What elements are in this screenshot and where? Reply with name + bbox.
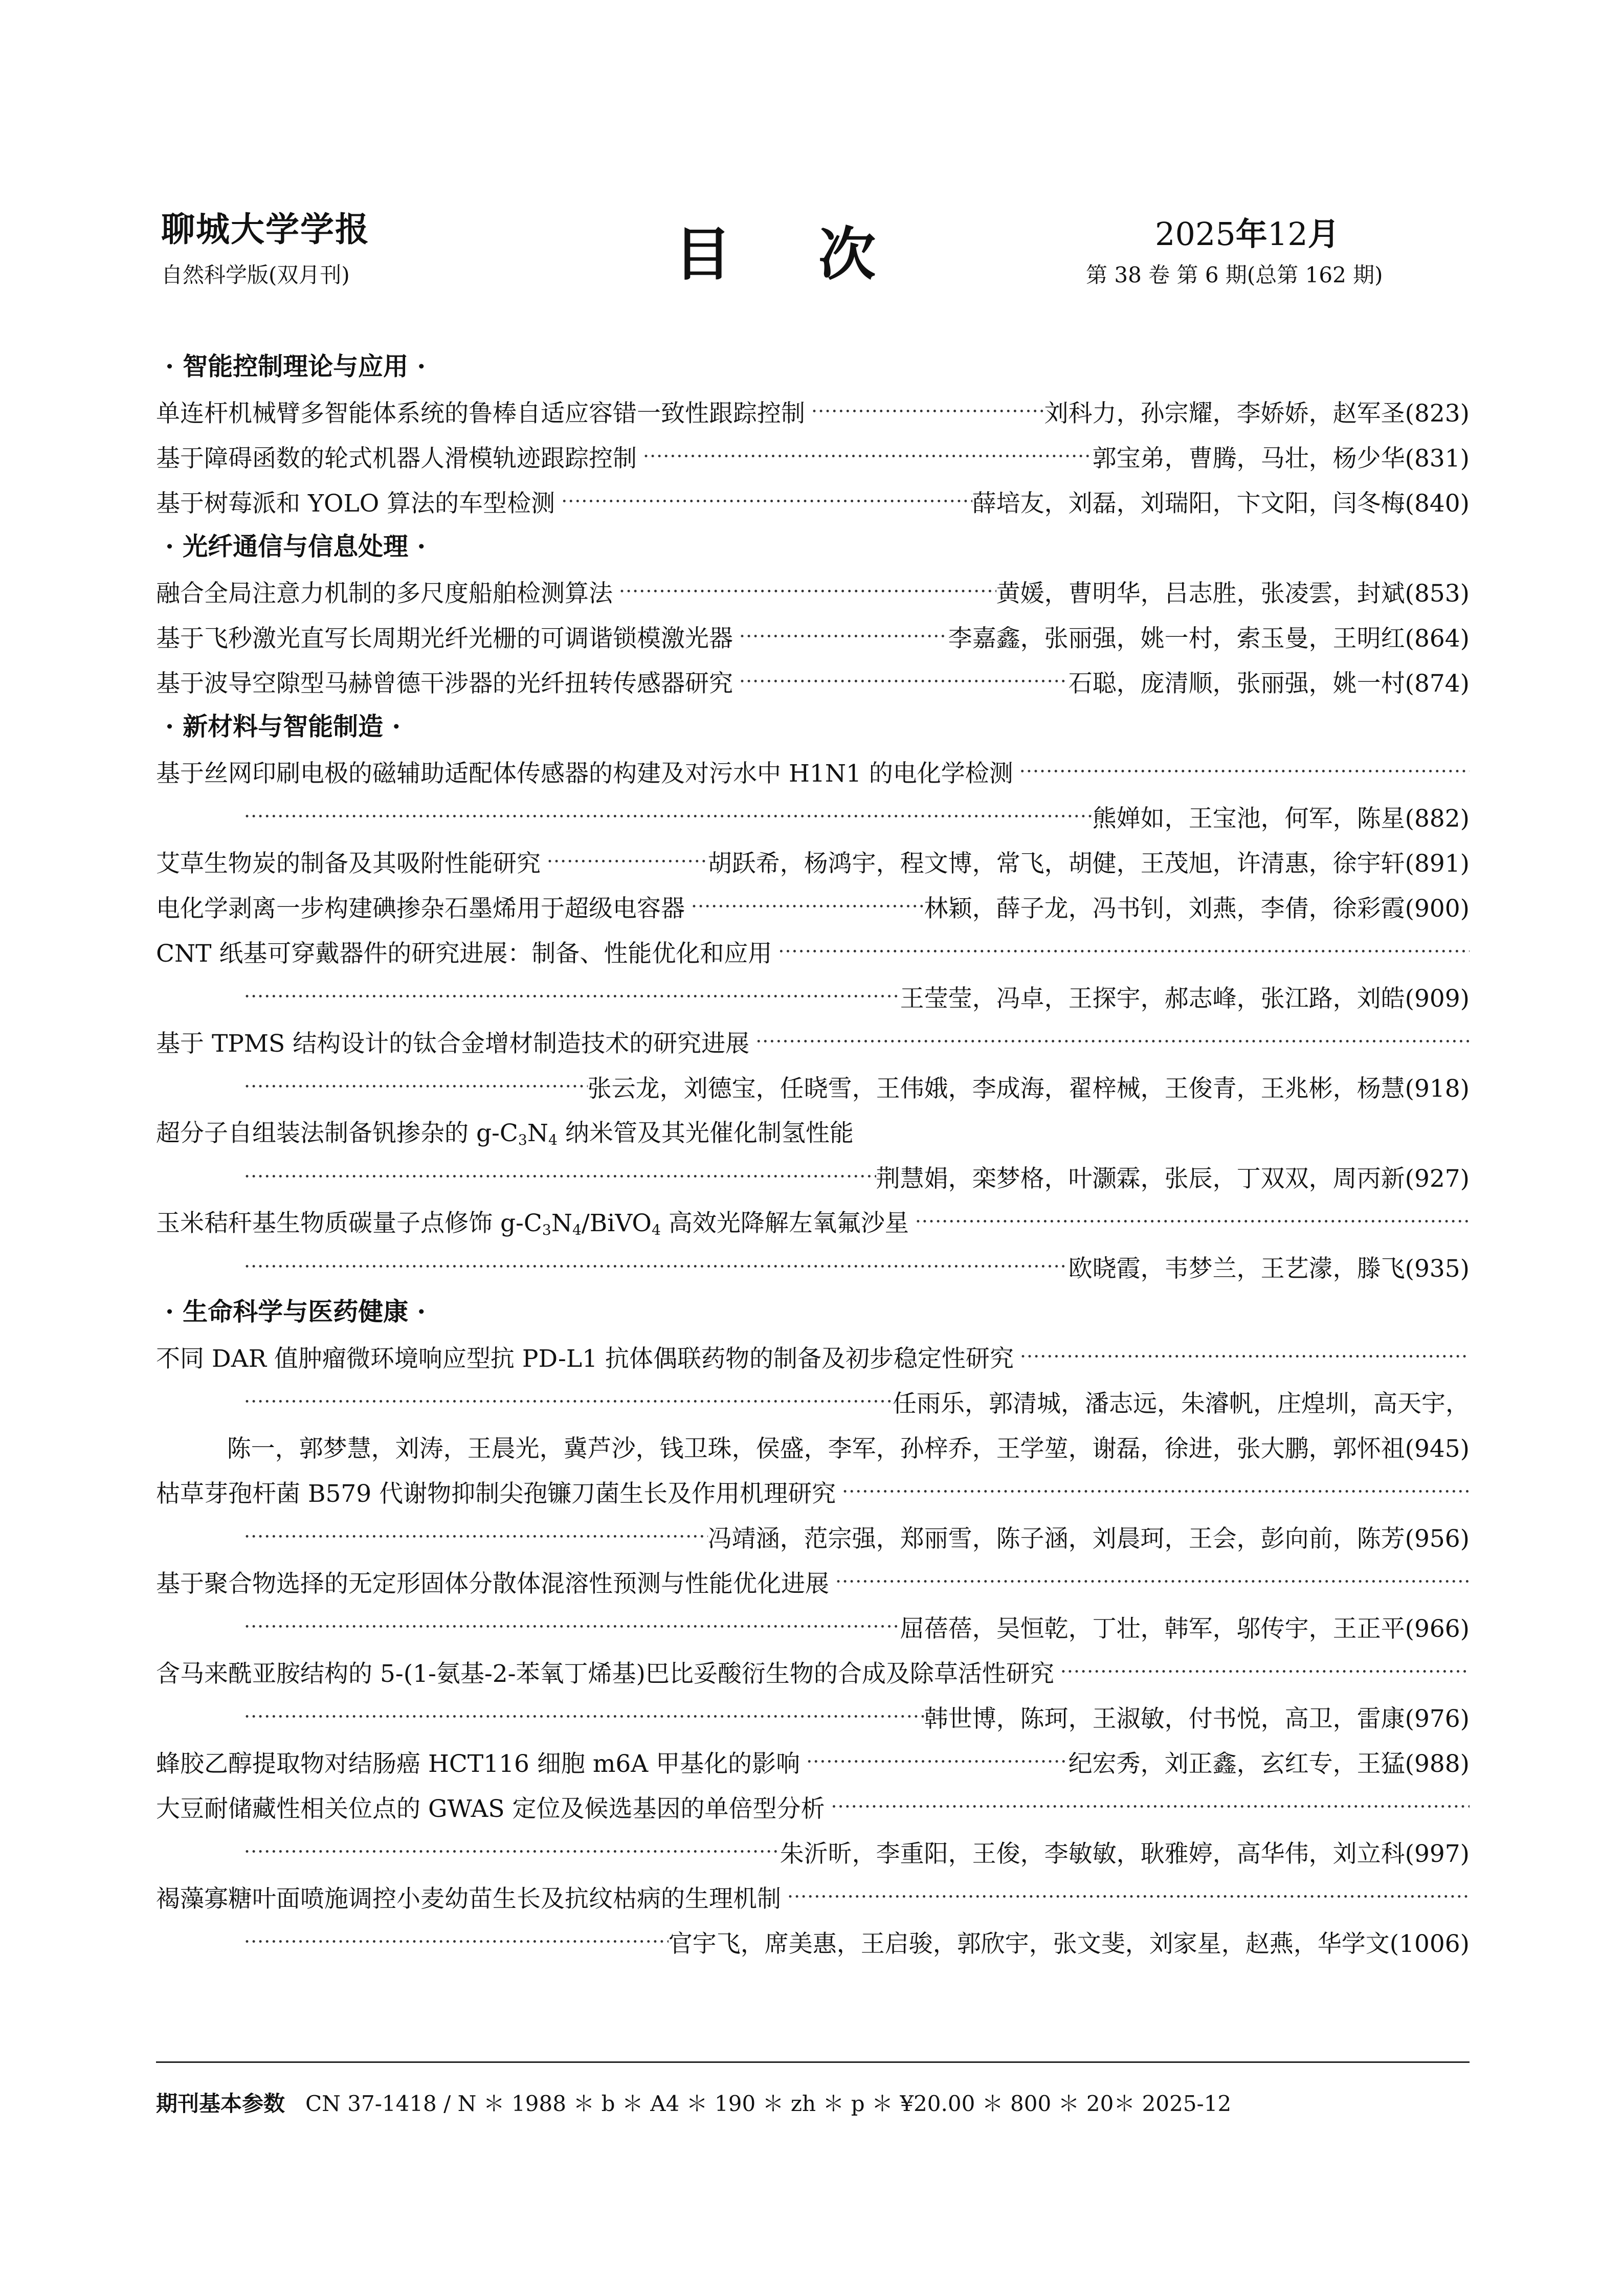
leader-dots (749, 1030, 1470, 1053)
toc-entry[interactable] (156, 839, 1470, 884)
article-title: 基于聚合物选择的无定形固体分散体混溶性预测与性能优化进展 (156, 1569, 829, 1598)
article-authors: 石聪，庞清顺，张丽强，姚一村(874) (1068, 669, 1470, 698)
leader-dots (613, 580, 996, 603)
toc-entry[interactable] (156, 1199, 1470, 1244)
journal-edition: 自然科学版(双月刊) (161, 262, 350, 287)
leader-dots (238, 1705, 924, 1728)
journal-name: 聊城大学学报 (161, 209, 370, 249)
toc-entry[interactable] (156, 1784, 1470, 1829)
toc-entry-continued (156, 1604, 1470, 1649)
article-authors: 张云龙，刘德宝，任晓雪，王伟娥，李成海，翟梓械，王俊青，王兆彬，杨慧(918) (587, 1074, 1470, 1103)
leader-dots (733, 625, 948, 648)
leader-dots (733, 670, 1069, 693)
section-title: 生命科学与医药健康 (183, 1297, 409, 1326)
toc-entry[interactable] (156, 929, 1470, 974)
article-title: 超分子自组装法制备钒掺杂的 $g-C_3N_4$ 纳米管及其光催化制氢性能 (156, 1119, 854, 1149)
leader-dots (836, 1480, 1470, 1503)
toc-entry[interactable] (156, 614, 1470, 659)
issue-year: 2025 (1155, 215, 1236, 253)
article-authors: 陈一，郭梦慧，刘涛，王晨光，冀芦沙，钱卫珠，侯盛，李军，孙梓乔，王学堃，谢磊，徐进，张大鹏，郭怀祖(945) (227, 1434, 1470, 1463)
toc-title: 目次 (674, 221, 963, 288)
article-authors: 黄媛，曹明华，吕志胜，张凌雲，封斌(853) (996, 579, 1470, 608)
leader-dots (909, 1210, 1470, 1233)
table-of-contents (156, 344, 1470, 1964)
toc-entry-continued (156, 974, 1470, 1019)
toc-entry[interactable] (156, 479, 1470, 524)
article-authors: 纪宏秀，刘正鑫，玄红专，王猛(988) (1068, 1749, 1470, 1778)
leader-dots (238, 985, 900, 1008)
issue-year-unit: 年 (1235, 215, 1267, 253)
issue-volume: 第 38 卷 第 6 期(总第 162 期) (1086, 262, 1383, 287)
leader-dots (685, 895, 924, 918)
leader-dots (541, 850, 708, 873)
article-title: 玉米秸秆基生物质碳量子点修饰 $g-C_3N_4/BiVO_4$ 高效光降解左氧氟沙星 (156, 1209, 909, 1239)
article-title: 基于丝网印刷电极的磁辅助适配体传感器的构建及对污水中 H1N1 的电化学检测 (156, 759, 1013, 788)
toc-entry[interactable] (156, 569, 1470, 614)
article-title: 基于树莓派和 YOLO 算法的车型检测 (156, 489, 555, 518)
toc-entry[interactable] (156, 1019, 1470, 1064)
leader-dots (781, 1885, 1470, 1908)
toc-entry[interactable] (156, 1469, 1470, 1514)
article-authors: 任雨乐，郭清城，潘志远，朱濬帆，庄煌圳，高天宇， (893, 1389, 1470, 1418)
article-authors: 王莹莹，冯卓，王探宇，郝志峰，张江路，刘皓(909) (900, 984, 1470, 1013)
toc-entry-continued (156, 1424, 1470, 1469)
parameters-value: CN 37-1418 / N ＊ 1988 ＊ b ＊ A4 ＊ 190 ＊ zh ＊ p ＊ ¥20.00 ＊ 800 ＊ 20＊ 2025-12 (305, 2091, 1232, 2116)
article-authors: 欧晓霞，韦梦兰，王艺濛，滕飞(935) (1068, 1254, 1470, 1283)
toc-entry[interactable] (156, 1649, 1470, 1694)
toc-entry-continued (156, 794, 1470, 839)
leader-dots (1013, 760, 1470, 783)
article-title: 基于飞秒激光直写长周期光纤光栅的可调谐锁模激光器 (156, 624, 733, 653)
leader-dots (238, 1840, 780, 1863)
leader-dots (238, 1075, 588, 1098)
issue-date (1155, 209, 1340, 254)
article-authors: 薛培友，刘磊，刘瑞阳，卞文阳，闫冬梅(840) (972, 489, 1470, 518)
toc-entry[interactable] (156, 749, 1470, 794)
toc-entry-continued (156, 1154, 1470, 1199)
toc-entry[interactable] (156, 1559, 1470, 1604)
article-title: 不同 DAR 值肿瘤微环境响应型抗 PD-L1 抗体偶联药物的制备及初步稳定性研究 (156, 1344, 1014, 1373)
toc-entry[interactable] (156, 1109, 1470, 1154)
article-title: 基于 TPMS 结构设计的钛合金增材制造技术的研究进展 (156, 1029, 750, 1058)
article-title: 基于障碍函数的轮式机器人滑模轨迹跟踪控制 (156, 444, 637, 473)
article-title: 含马来酰亚胺结构的 5-(1-氨基-2-苯氧丁烯基)巴比妥酸衍生物的合成及除草活性研究 (156, 1659, 1054, 1688)
toc-entry[interactable] (156, 1334, 1470, 1379)
article-authors: 官宇飞，席美惠，王启骏，郭欣宇，张文斐，刘家星，赵燕，华学文(1006) (668, 1929, 1470, 1958)
leader-dots (238, 1165, 876, 1188)
article-authors: 刘科力，孙宗耀，李娇娇，赵军圣(823) (1044, 399, 1470, 428)
article-authors: 熊婵如，王宝池，何军，陈星(882) (1092, 804, 1470, 833)
leader-dots (238, 1255, 1069, 1278)
section-heading: · 生命科学与医药健康 · (165, 1297, 426, 1326)
article-title: CNT 纸基可穿戴器件的研究进展：制备、性能优化和应用 (156, 939, 772, 968)
article-authors: 韩世博，陈珂，王淑敏，付书悦，高卫，雷康(976) (924, 1704, 1470, 1733)
toc-entry[interactable] (156, 1739, 1470, 1784)
article-title: 蜂胶乙醇提取物对结肠癌 HCT116 细胞 m6A 甲基化的影响 (156, 1749, 800, 1778)
section-title: 新材料与智能制造 (183, 712, 384, 741)
leader-dots (1014, 1345, 1470, 1368)
leader-dots (772, 940, 1470, 963)
article-title: 大豆耐储藏性相关位点的 GWAS 定位及候选基因的单倍型分析 (156, 1794, 825, 1823)
article-title: 融合全局注意力机制的多尺度船舶检测算法 (156, 579, 613, 608)
article-title: 艾草生物炭的制备及其吸附性能研究 (156, 849, 541, 878)
leader-dots (238, 1930, 669, 1953)
article-authors: 林颖，薛子龙，冯书钊，刘燕，李倩，徐彩霞(900) (924, 894, 1470, 923)
leader-dots (800, 1750, 1068, 1773)
journal-parameters (156, 2087, 1231, 2118)
leader-dots (637, 445, 1093, 468)
toc-entry[interactable] (156, 884, 1470, 929)
parameters-label: 期刊基本参数 (156, 2091, 285, 2116)
article-authors: 荆慧娟，栾梦格，叶灏霖，张辰，丁双双，周丙新(927) (876, 1164, 1470, 1193)
toc-entry-continued (156, 1244, 1470, 1289)
toc-entry[interactable] (156, 659, 1470, 704)
article-title: 枯草芽孢杆菌 B579 代谢物抑制尖孢镰刀菌生长及作用机理研究 (156, 1479, 836, 1508)
toc-entry-continued (156, 1064, 1470, 1109)
article-authors: 朱沂昕，李重阳，王俊，李敏敏，耿雅婷，高华伟，刘立科(997) (780, 1839, 1470, 1868)
article-authors: 郭宝弟，曹腾，马壮，杨少华(831) (1092, 444, 1470, 473)
leader-dots (805, 400, 1044, 423)
footer-divider (156, 2061, 1470, 2063)
article-title: 基于波导空隙型马赫曾德干涉器的光纤扭转传感器研究 (156, 669, 733, 698)
article-authors: 胡跃希，杨鸿宇，程文博，常飞，胡健，王茂旭，许清惠，徐宇轩(891) (707, 849, 1470, 878)
article-authors: 李嘉鑫，张丽强，姚一村，索玉曼，王明红(864) (948, 624, 1470, 653)
leader-dots (238, 805, 1093, 828)
section-heading: · 智能控制理论与应用 · (165, 351, 426, 381)
toc-entry-continued (156, 1829, 1470, 1874)
leader-dots (1054, 1660, 1470, 1683)
toc-entry[interactable] (156, 434, 1470, 479)
leader-dots (829, 1570, 1470, 1593)
section-heading: · 光纤通信与信息处理 · (165, 531, 426, 561)
leader-dots (825, 1795, 1470, 1818)
leader-dots (238, 1525, 708, 1548)
section-heading: · 新材料与智能制造 · (165, 712, 401, 741)
article-title: 褐藻寡糖叶面喷施调控小麦幼苗生长及抗纹枯病的生理机制 (156, 1884, 781, 1913)
article-title: 单连杆机械臂多智能体系统的鲁棒自适应容错一致性跟踪控制 (156, 399, 805, 428)
section-title: 智能控制理论与应用 (183, 351, 409, 381)
article-authors: 冯靖涵，范宗强，郑丽雪，陈子涵，刘晨珂，王会，彭向前，陈芳(956) (707, 1524, 1470, 1553)
toc-entry[interactable] (156, 1874, 1470, 1919)
toc-entry-continued (156, 1919, 1470, 1964)
issue-month: 12 (1267, 215, 1308, 253)
toc-entry-continued (156, 1514, 1470, 1559)
leader-dots (555, 490, 972, 513)
toc-entry[interactable] (156, 389, 1470, 434)
section-title: 光纤通信与信息处理 (183, 531, 409, 561)
article-title: 电化学剥离一步构建碘掺杂石墨烯用于超级电容器 (156, 894, 685, 923)
toc-entry-continued (156, 1694, 1470, 1739)
issue-month-unit: 月 (1307, 215, 1340, 253)
article-authors: 屈蓓蓓，吴恒乾，丁壮，韩军，邬传宇，王正平(966) (900, 1614, 1470, 1643)
leader-dots (238, 1615, 900, 1638)
leader-dots (238, 1390, 893, 1413)
toc-entry-continued (156, 1379, 1470, 1424)
